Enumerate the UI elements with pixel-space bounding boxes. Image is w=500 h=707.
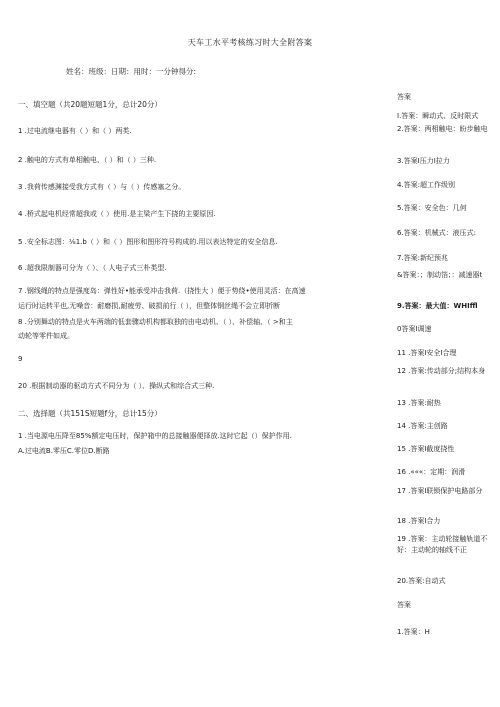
answer-2: 2.答案：两相触电：盼步触电 bbox=[397, 125, 488, 133]
question-6: 6 .超我限制器可分为（ ）、（ 人电子式三朴类型. bbox=[18, 264, 167, 272]
section-heading-choice: 二、选择题（共151S短题f分，总计15分） bbox=[18, 409, 162, 418]
question-8-line-2: 动轮等零件如成。 bbox=[18, 332, 74, 340]
document-title: 天车工水平考核练习时大全附答案 bbox=[187, 38, 313, 47]
answer-9: 9.答案：最大值：WHIffl bbox=[397, 302, 478, 310]
question-1: 1 .过电流继电器有（ ）和（ ）两类. bbox=[18, 127, 132, 135]
answer-5: 5.答案：安全色：几何 bbox=[397, 204, 467, 212]
question-4: 4 .桥式起电机经常超我或（ ）使用.是主梁产生下挠的主要原因. bbox=[18, 210, 216, 218]
answer-4: 4.答案:超工作级别 bbox=[397, 181, 456, 189]
answer-11: 11 .答案I安全I合理 bbox=[397, 349, 457, 357]
question-7-line-2: 运行时运转平也,无噪音：耐磨损,耐疲劳、破损前行（ ），但整体钢丝绳不会立即折断 bbox=[18, 302, 281, 310]
answer-12: 12 .答案:传动部分;结构本身 bbox=[397, 367, 486, 375]
student-info-line: 姓名：班级：日期：用时：一分钟得分: bbox=[66, 67, 197, 76]
answer-1: I.答案：瞬动式、反时限式 bbox=[397, 112, 479, 120]
question-20: 20 .根据制动器的驱动方式不同分为（ ）、操纵式和综合式三种. bbox=[18, 382, 215, 390]
answer-14: 14 .答案:主创路 bbox=[397, 422, 448, 430]
answer-8: &答案：；制动箔；：减速器t bbox=[397, 271, 483, 279]
answer-13: 13 .答案:耐热 bbox=[397, 399, 441, 407]
answer-6: 6.答案：机械式：液压式: bbox=[397, 229, 477, 237]
answer-18: 18 .答案I合力 bbox=[397, 517, 441, 525]
choice-1-stem: 1 .当电源电压降至85%额定电压时，保护箱中的总接触器便择放.这时它起（）保护作用. bbox=[18, 432, 292, 440]
answer-16: 16 .«««：定期：润滑 bbox=[397, 468, 466, 476]
answer-19: 19 .答案：主动轮接触轨道不好：主动轮的轴线不正 bbox=[397, 535, 488, 554]
question-3: 3 .我荷传感渊接受我方式有（ ）与（ ）传感塞之分。 bbox=[18, 183, 186, 191]
answer-10: 0答案I调速 bbox=[397, 325, 432, 333]
question-2: 2 .触电的方式有单相触电、（ ）和（ ）三种. bbox=[18, 156, 157, 164]
answer-heading-2: 答案 bbox=[397, 601, 411, 609]
answer-20: 20.答案:自动式 bbox=[397, 577, 446, 585]
answer-choice-1: 1.答案：H bbox=[397, 628, 430, 636]
answer-17: 17 .答案I联锁保护电路部分 bbox=[397, 487, 483, 495]
answer-3: 3.答案I压力I拉力 bbox=[397, 157, 450, 165]
question-9: 9 bbox=[18, 355, 23, 363]
section-heading-fill-in: 一、填空题（共20题短题1分，总计20分） bbox=[18, 100, 162, 109]
question-7-line-1: 7 .钢线绳的特点是强度岛：弹性好•能承受冲击我荷.（挠性大 ）便于势绕•使用灵活：在高速 bbox=[18, 287, 306, 295]
answer-7: 7.答案:新纪预兆 bbox=[397, 254, 449, 262]
question-8-line-1: 8 .分别舞动的特点是火车两端的低套骤动机构都取独的由电动机、（ ）、补偿轴、（ >和主 bbox=[18, 318, 293, 326]
question-5: 5 .安全标志图：⅛1.b（ ）和（ ）图形和图形符号构成的.用以表达特定的安全信息. bbox=[18, 238, 278, 246]
answer-heading: 答案 bbox=[397, 93, 411, 101]
answer-15: 15 .答案I截度挠性 bbox=[397, 445, 455, 453]
choice-1-options: A.过电流B.零压C.零位D.断路 bbox=[18, 447, 110, 455]
